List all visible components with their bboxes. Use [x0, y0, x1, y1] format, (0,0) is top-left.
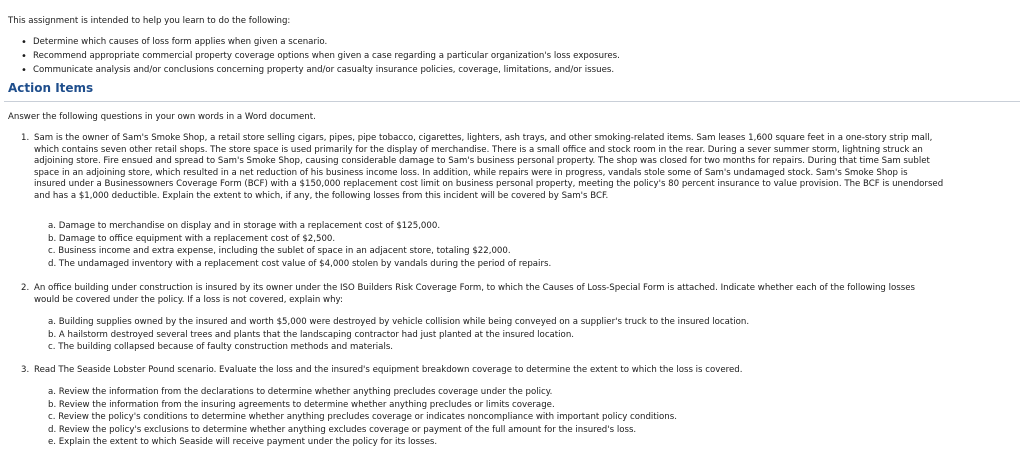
question-line: adjoining store. Fire ensued and spread to Sam's Smoke Shop, causing considerable damage to Sam's business personal property. The shop was closed for two months for repairs. During that time Sam sublet — [34, 156, 930, 166]
question-line: and has a $1,000 deductible. Explain the extent to which, if any, the following losses from this incident will be covered by Sam's BCF. — [34, 190, 609, 201]
sub-item: b. Review the information from the insuring agreements to determine whether anything precludes or limits coverage. — [48, 399, 555, 410]
sub-item: b. Damage to office equipment with a replacement cost of $2,500. — [48, 233, 336, 244]
question-line: Read The Seaside Lobster Pound scenario. Evaluate the loss and the insured's equipment breakdown coverage to determine the extent to which the loss is covered. — [34, 365, 743, 375]
question-line: insured under a Businessowners Coverage Form (BCF) with a $150,000 replacement cost limit on business personal property, meeting the policy's 80 percent insurance to value provision. The BCF is unendorsed — [34, 179, 944, 189]
section-heading: Action Items — [8, 81, 94, 95]
objective-item: • Recommend appropriate commercial property coverage options when given a case regarding a particular organization's loss exposures. — [21, 51, 620, 65]
intro-text: This assignment is intended to help you learn to do the following: — [8, 16, 291, 26]
sub-item: a. Building supplies owned by the insured and worth $5,000 were destroyed by vehicle collision while being conveyed on a supplier's truck to the insured location. — [48, 317, 750, 327]
sub-item: c. Business income and extra expense, including the sublet of space in an adjacent store, totaling $22,000. — [48, 246, 511, 257]
objective-item: • Determine which causes of loss form applies when given a scenario. — [21, 37, 620, 51]
question-number: 2. — [21, 283, 30, 293]
question-text — [34, 365, 1021, 377]
question-1 — [21, 133, 1021, 269]
question-line: which contains seven other retail shops. The store space is used primarily for the display of merchandise. There is a small office and stock room in the rear. During a sever summer storm, lightning struck an — [34, 144, 923, 155]
sub-item: c. The building collapsed because of faulty construction methods and materials. — [48, 342, 394, 353]
question-text — [34, 283, 1021, 306]
question-number: 3. — [21, 365, 30, 375]
sub-item: e. Explain the extent to which Seaside will receive payment under the policy for its losses. — [48, 437, 438, 448]
sub-item: c. Review the policy's conditions to determine whether anything precludes coverage or indicates noncompliance with important policy conditions. — [48, 412, 677, 423]
sub-item: a. Review the information from the declarations to determine whether anything precludes coverage under the policy. — [48, 387, 553, 397]
question-line: space in an adjoining store, which resulted in a net reduction of his business income loss. In addition, while repairs were in progress, vandals stole some of Sam's undamaged stock. Sam's Smoke Shop is — [34, 167, 908, 178]
question-line: Sam is the owner of Sam's Smoke Shop, a retail store selling cigars, pipes, pipe tobacco, cigarettes, lighters, ash trays, and other smoking-related items. Sam leases 1,600 square feet in a one-story strip mall, — [34, 133, 933, 143]
objective-item: • Communicate analysis and/or conclusions concerning property and/or casualty insurance policies, coverage, limitations, and/or issues. — [21, 65, 620, 79]
answer-prompt: Answer the following questions in your own words in a Word document. — [8, 112, 316, 122]
sub-item: d. The undamaged inventory with a replacement cost value of $4,000 stolen by vandals during the period of repairs. — [48, 258, 552, 269]
question-number: 1. — [21, 133, 30, 143]
sub-item: a. Damage to merchandise on display and in storage with a replacement cost of $125,000. — [48, 221, 441, 231]
sub-item: b. A hailstorm destroyed several trees and plants that the landscaping contractor had just planted at the insured location. — [48, 329, 574, 340]
question-text — [34, 133, 1021, 202]
question-3 — [21, 365, 1021, 448]
sub-item-list — [48, 387, 677, 450]
question-line: An office building under construction is insured by its owner under the ISO Builders Risk Coverage Form, to which the Causes of Loss-Special Form is attached. Indicate whether each of the following losses — [34, 283, 915, 293]
sub-item: d. Review the policy's exclusions to determine whether anything excludes coverage or payment of the full amount for the insured's loss. — [48, 424, 637, 435]
objectives-list — [21, 37, 620, 79]
question-line: would be covered under the policy. If a loss is not covered, explain why: — [34, 294, 343, 305]
question-2 — [21, 283, 1021, 353]
sub-item-list — [48, 221, 551, 271]
sub-item-list — [48, 317, 749, 355]
heading-divider — [4, 101, 1020, 102]
